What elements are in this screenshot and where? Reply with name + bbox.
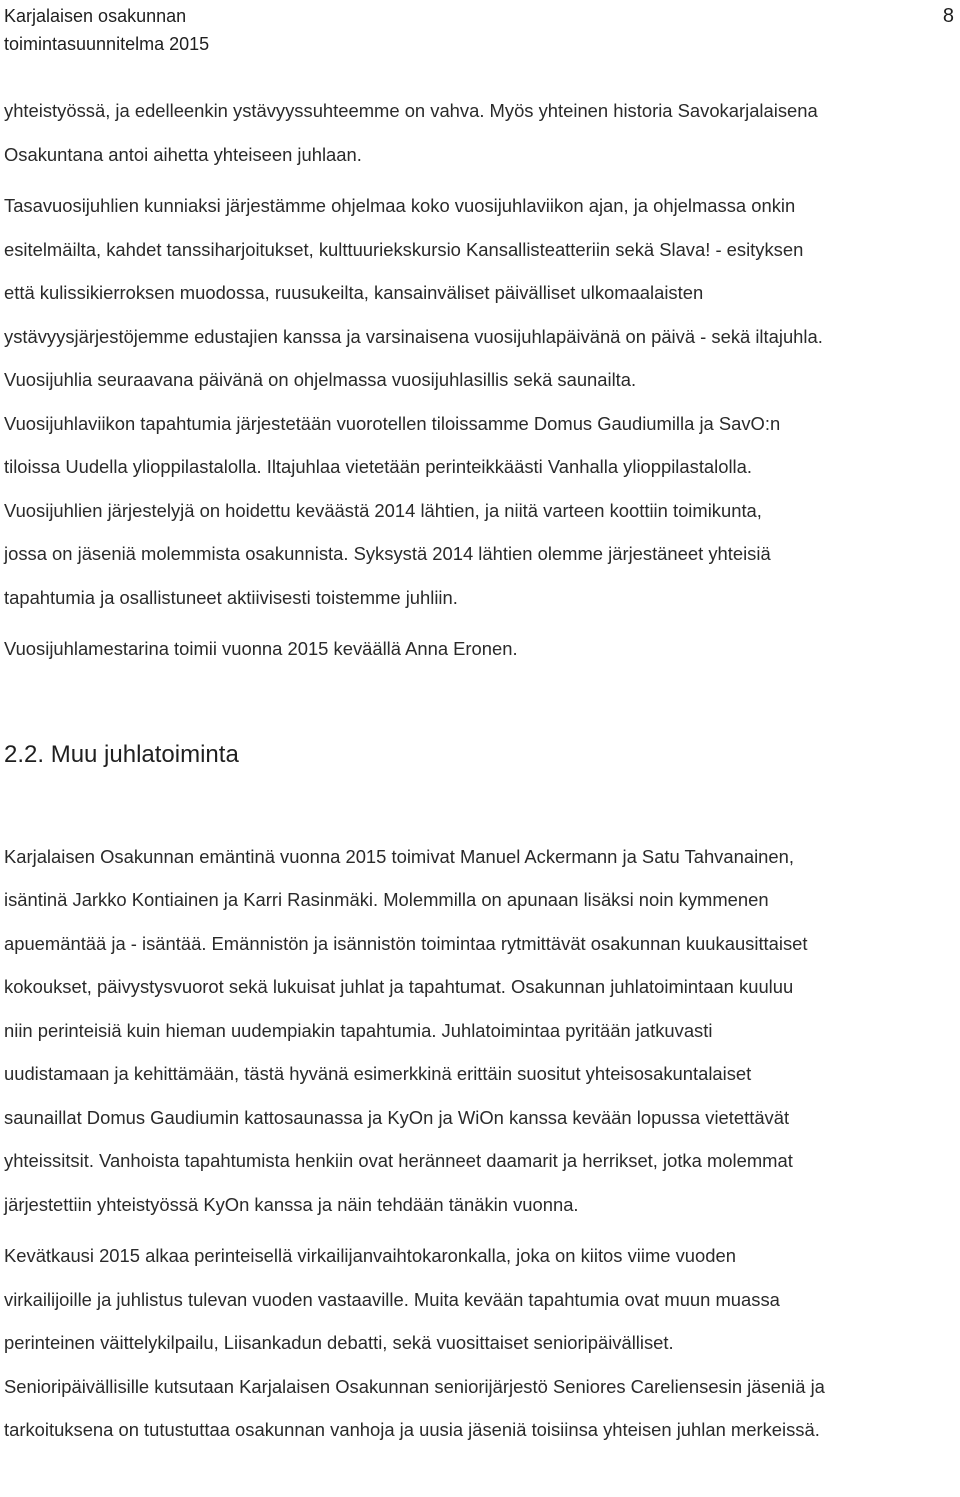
section-heading: 2.2. Muu juhlatoiminta	[4, 740, 239, 768]
paragraph-anniversary-program: Tasavuosijuhlien kunniaksi järjestämme ohjelmaa koko vuosijuhlaviikon ajan, ja ohjelmassa onkin esitelmäilta, kahdet tanssiharjoitukset, kulttuuriekskursio Kansallisteatteriin sekä Slava! - esityksen että kulissikierroksen muodossa, ruusukeilta, kansainväliset päivälliset ulkomaalaisten ystävyysjärjestöjemme edustajien kanssa ja varsinaisena vuosijuhlapäivänä on päivä - sekä iltajuhla. Vuosijuhlia seuraavana päivänä on ohjelmassa vuosijuhlasillis sekä saunailta.	[4, 195, 823, 390]
page-number: 8	[942, 5, 954, 27]
paragraph-hosts: Karjalaisen Osakunnan emäntinä vuonna 2015 toimivat Manuel Ackermann ja Satu Tahvanainen, isäntinä Jarkko Kontiainen ja Karri Rasinmäki. Molemmilla on apunaan lisäksi noin kymmenen apuemäntää ja - isäntää. Emännistön ja isännistön toimintaa rytmittävät osakunnan kuukausittaiset kokoukset, päivystysvuorot sekä lukuisat juhlat ja tapahtumat. Osakunnan juhlatoimintaan kuuluu niin perinteisiä kuin hieman uudempiakin tapahtumia. Juhlatoimintaa pyritään jatkuvasti uudistamaan ja kehittämään, tästä hyvänä esimerkkinä erittäin suositut yhteisosakuntalaiset saunaillat Domus Gaudiumin kattosaunassa ja KyOn ja WiOn kanssa kevään lopussa vietettävät yhteissitsit. Vanhoista tapahtumista henkiin ovat heränneet daamarit ja herrikset, jotka molemmat järjestettiin yhteistyössä KyOn kanssa ja näin tehdään tänäkin vuonna.	[4, 845, 808, 1215]
document-body	[4, 89, 954, 1452]
running-header	[4, 2, 209, 58]
paragraph-anniversary-master: Vuosijuhlamestarina toimii vuonna 2015 keväällä Anna Eronen.	[4, 638, 518, 659]
paragraph-spring-events: Kevätkausi 2015 alkaa perinteisellä virkailijanvaihtokaronkalla, joka on kiitos viime vuoden virkailijoille ja juhlistus tulevan vuoden vastaaville. Muita kevään tapahtumia ovat muun muassa perinteinen väittelykilpailu, Liisankadun debatti, sekä vuosittaiset senioripäivälliset. Senioripäivällisille kutsutaan Karjalaisen Osakunnan seniorijärjestö Seniores Careliensesin jäseniä ja tarkoituksena on tutustuttaa osakunnan vanhoja ja uusia jäseniä toisiinsa yhteisen juhlan merkeissä.	[4, 1245, 825, 1440]
header-org-name: Karjalaisen osakunnan	[4, 6, 187, 26]
header-doc-title: toimintasuunnitelma 2015	[4, 34, 210, 54]
paragraph-anniversary-venues: Vuosijuhlaviikon tapahtumia järjestetään vuorotellen tiloissamme Domus Gaudiumilla ja SavO:n tiloissa Uudella ylioppilastalolla. Iltajuhlaa vietetään perinteikkäästi Vanhalla ylioppilastalolla. Vuosijuhlien järjestelyjä on hoidettu keväästä 2014 lähtien, ja niitä varteen koottiin toimikunta, jossa on jäseniä molemmista osakunnista. Syksystä 2014 lähtien olemme järjestäneet yhteisiä tapahtumia ja osallistuneet aktiivisesti toistemme juhliin.	[4, 412, 781, 608]
paragraph-continuation: yhteistyössä, ja edelleenkin ystävyyssuhteemme on vahva. Myös yhteinen historia Savokarjalaisena Osakuntana antoi aihetta yhteiseen juhlaan.	[4, 100, 818, 165]
